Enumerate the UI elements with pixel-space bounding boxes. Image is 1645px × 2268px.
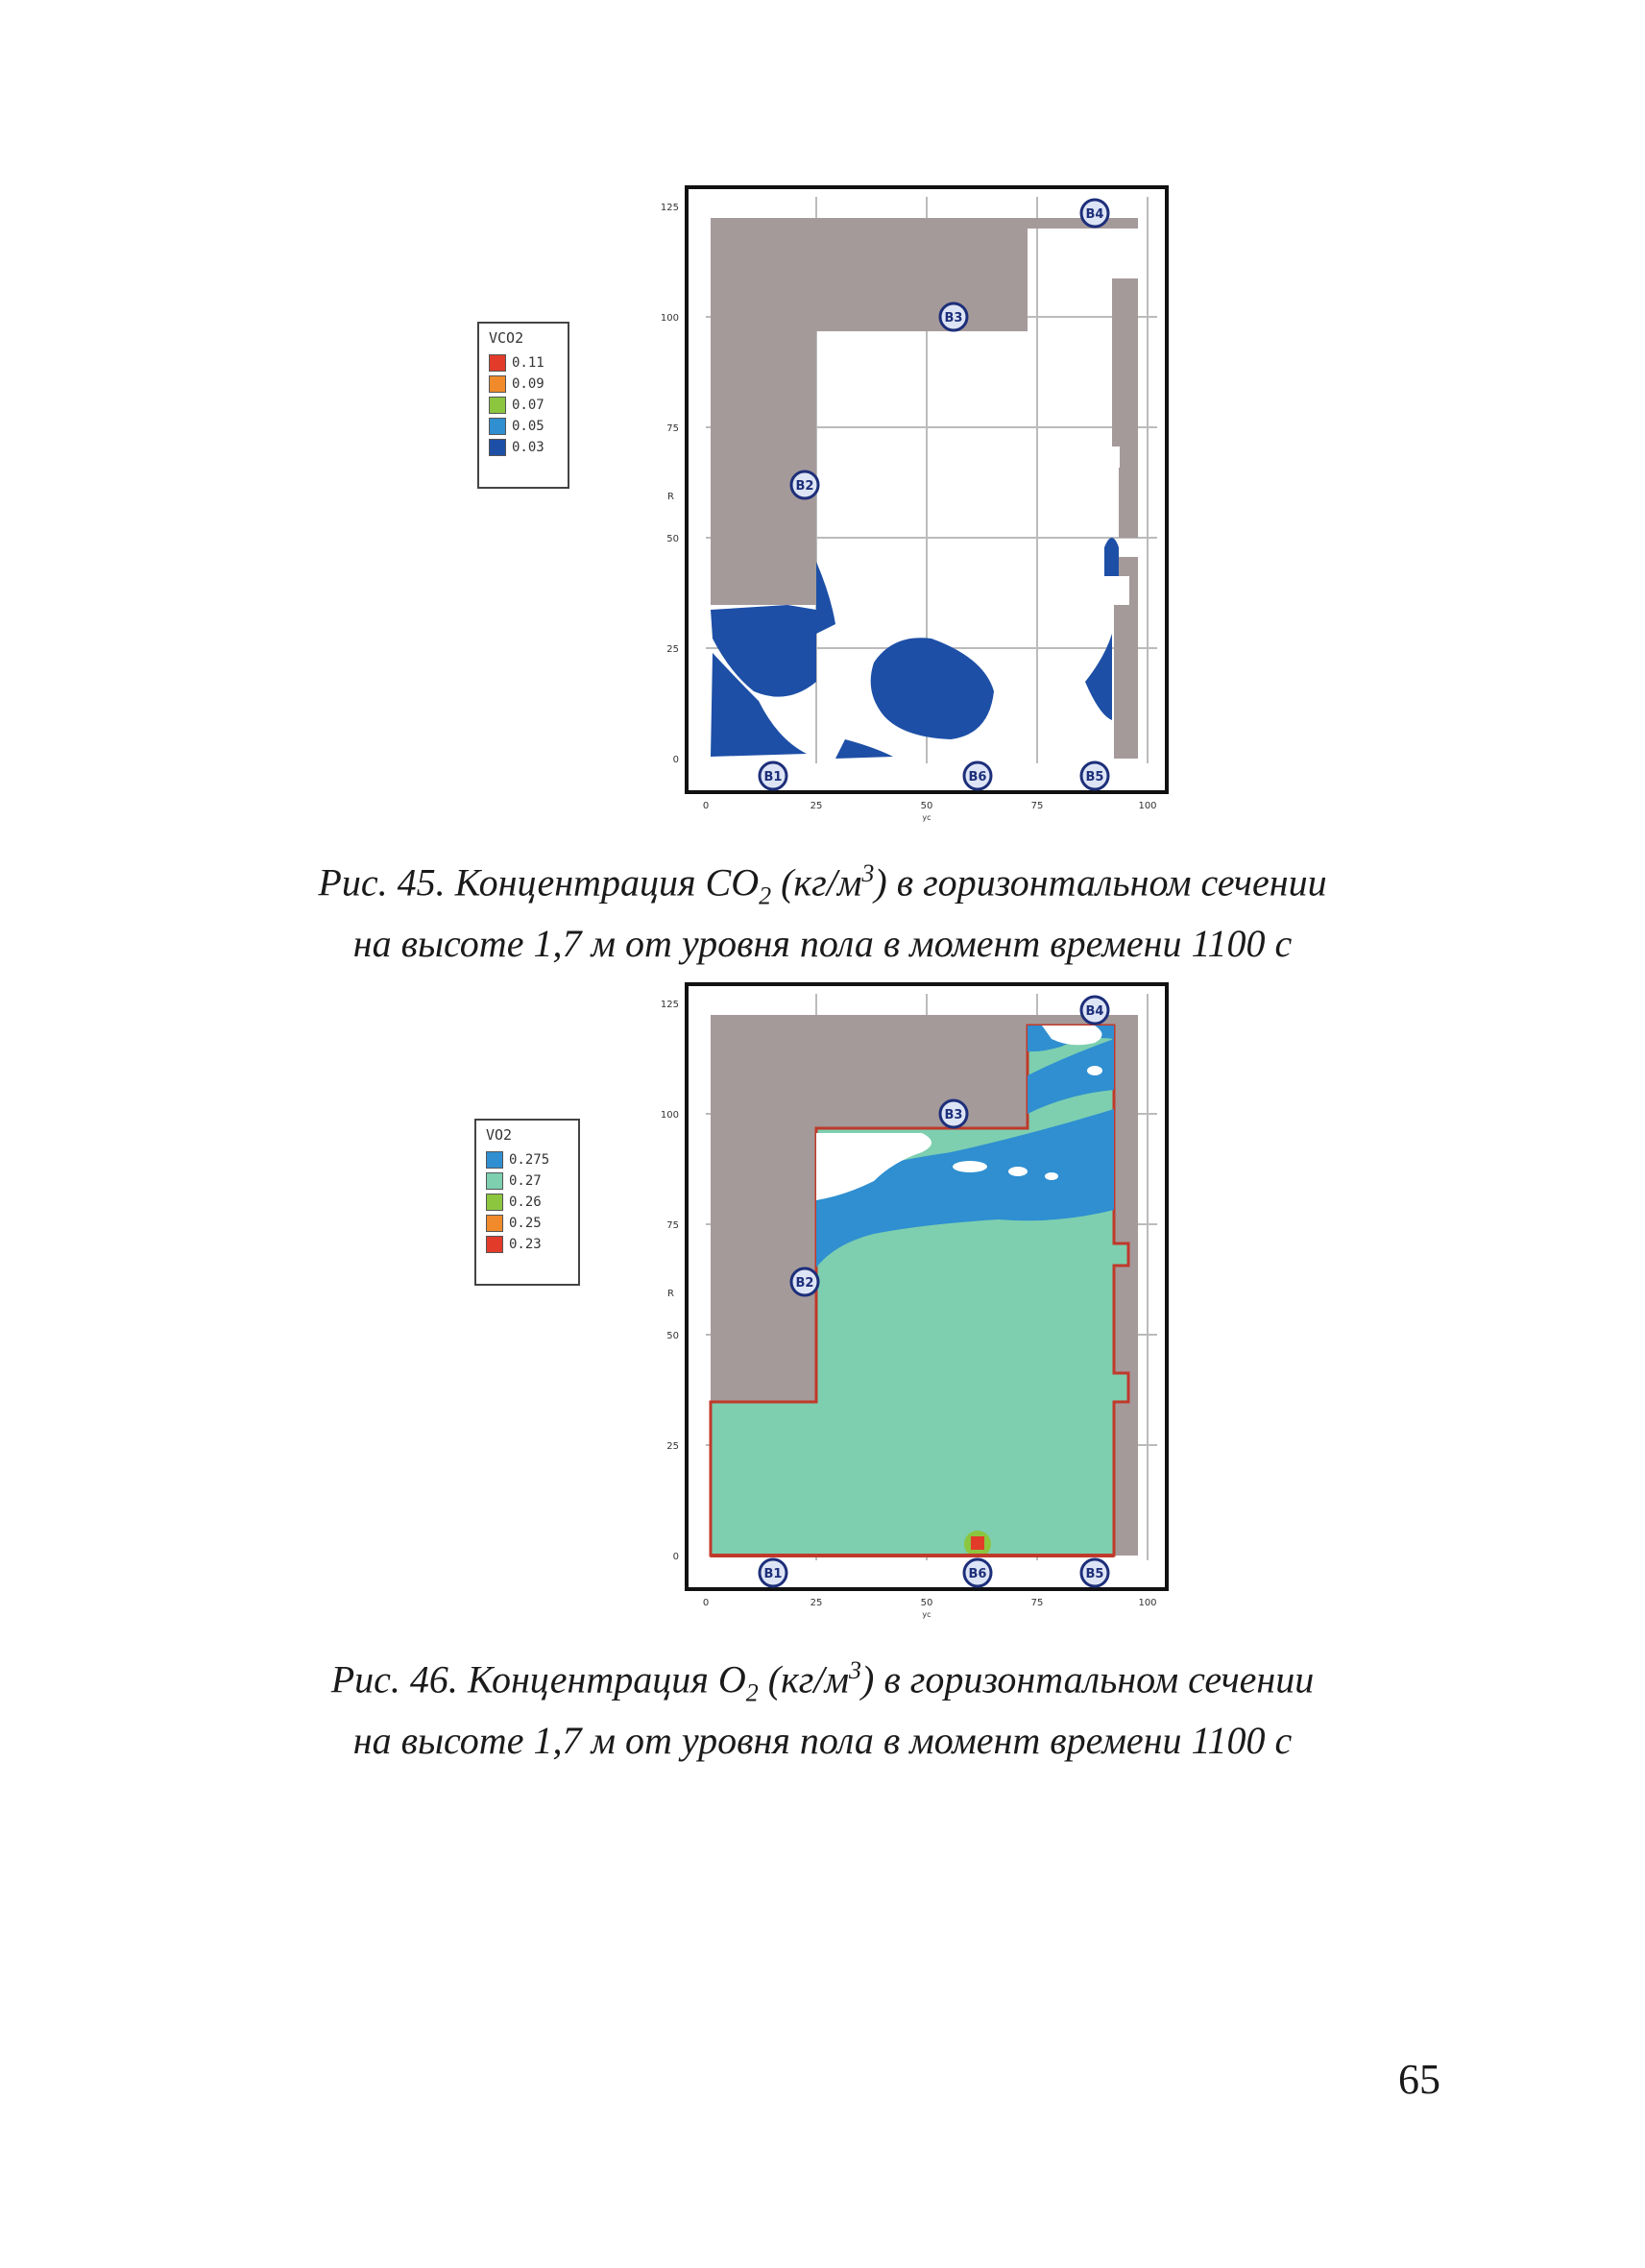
- y-tick-label: 50: [666, 534, 679, 544]
- x-tick-label: 50: [920, 801, 933, 811]
- caption-line-1: [0, 1647, 1645, 1717]
- o2-contour-plot: [634, 979, 1191, 1632]
- legend-label: 0.11: [512, 355, 544, 371]
- marker-b5: [1081, 762, 1108, 789]
- marker-label: B4: [1085, 207, 1104, 222]
- legend-swatch: [489, 375, 506, 393]
- legend-swatch: [489, 439, 506, 456]
- legend-swatch: [486, 1151, 503, 1169]
- caption-text: (кг/м: [758, 1657, 850, 1701]
- legend-o2: [474, 1119, 580, 1286]
- legend-item: [486, 1192, 542, 1213]
- marker-label: B2: [795, 1276, 814, 1291]
- legend-label: 0.03: [512, 440, 544, 455]
- legend-swatch: [489, 397, 506, 414]
- wall-region: [1119, 446, 1138, 538]
- y-tick-label: 75: [666, 423, 679, 434]
- x-tick-label: 25: [810, 801, 823, 811]
- wall-region: [1112, 278, 1138, 446]
- caption-subscript: 2: [745, 1678, 759, 1707]
- marker-b3: [940, 303, 967, 330]
- y-axis-label: R: [667, 492, 674, 502]
- y-tick-label: 125: [660, 1000, 679, 1010]
- legend-item: [486, 1234, 542, 1255]
- caption-subscript: 2: [759, 881, 772, 910]
- legend-swatch: [486, 1172, 503, 1190]
- marker-label: B1: [763, 770, 783, 784]
- marker-label: B4: [1085, 1004, 1104, 1019]
- legend-item: [489, 437, 544, 458]
- legend-item: [489, 395, 544, 416]
- x-axis-label: yc: [922, 813, 931, 822]
- x-axis-label: yc: [922, 1610, 931, 1619]
- legend-label: 0.23: [509, 1237, 542, 1252]
- caption-text: Рис. 46. Концентрация O: [330, 1657, 746, 1701]
- marker-b4: [1081, 200, 1108, 227]
- x-tick-label: 0: [702, 801, 710, 811]
- caption-line-2: на высоте 1,7 м от уровня пола в момент времени 1100 с: [352, 922, 1293, 966]
- x-tick-label: 100: [1138, 1598, 1157, 1608]
- legend-swatch: [486, 1215, 503, 1232]
- legend-co2: [477, 322, 569, 489]
- legend-label: 0.275: [509, 1152, 550, 1168]
- legend-label: 0.09: [512, 376, 544, 392]
- x-tick-label: 25: [810, 1598, 823, 1608]
- legend-swatch: [486, 1194, 503, 1211]
- y-tick-label: 0: [672, 755, 679, 765]
- caption-superscript: 3: [849, 1656, 862, 1684]
- page-number: 65: [1398, 2056, 1440, 2103]
- legend-swatch: [489, 354, 506, 372]
- legend-swatch: [486, 1236, 503, 1253]
- y-tick-label: 75: [666, 1220, 679, 1231]
- x-tick-label: 0: [702, 1598, 710, 1608]
- marker-label: B5: [1085, 1567, 1104, 1581]
- legend-label: 0.27: [509, 1173, 542, 1189]
- figure-caption: [0, 1647, 1645, 1765]
- legend-item: [489, 352, 544, 374]
- caption-text: ) в горизонтальном сечении: [874, 860, 1327, 905]
- caption-text: (кг/м: [771, 860, 862, 905]
- y-tick-label: 0: [672, 1552, 679, 1562]
- legend-item: [486, 1170, 542, 1192]
- marker-b3: [940, 1100, 967, 1127]
- y-tick-label: 100: [660, 1110, 679, 1121]
- caption-text: ) в горизонтальном сечении: [861, 1657, 1315, 1701]
- co2-contour-plot: [634, 182, 1191, 835]
- y-tick-label: 100: [660, 313, 679, 324]
- marker-b1: [760, 1559, 786, 1586]
- marker-label: B6: [968, 770, 987, 784]
- marker-label: B2: [795, 479, 814, 494]
- legend-item: [486, 1149, 549, 1170]
- x-tick-label: 100: [1138, 801, 1157, 811]
- marker-b1: [760, 762, 786, 789]
- legend-label: 0.25: [509, 1216, 542, 1231]
- x-tick-label: 75: [1030, 1598, 1044, 1608]
- caption-line-1: [0, 850, 1645, 920]
- y-axis-label: R: [667, 1289, 674, 1299]
- marker-label: B3: [944, 311, 963, 326]
- wall-region: [1114, 605, 1138, 759]
- marker-b6: [964, 762, 991, 789]
- marker-label: B1: [763, 1567, 783, 1581]
- figure-caption: [0, 850, 1645, 968]
- marker-b2: [791, 1268, 818, 1295]
- legend-label: 0.07: [512, 398, 544, 413]
- marker-b6: [964, 1559, 991, 1586]
- legend-label: 0.26: [509, 1194, 542, 1210]
- marker-label: B6: [968, 1567, 987, 1581]
- caption-line-2: на высоте 1,7 м от уровня пола в момент времени 1100 с: [352, 1719, 1293, 1763]
- x-tick-label: 50: [920, 1598, 933, 1608]
- caption-superscript: 3: [861, 859, 875, 887]
- marker-b4: [1081, 997, 1108, 1024]
- legend-swatch: [489, 418, 506, 435]
- marker-b5: [1081, 1559, 1108, 1586]
- y-tick-label: 125: [660, 203, 679, 213]
- marker-b2: [791, 471, 818, 498]
- marker-label: B3: [944, 1108, 963, 1122]
- legend-item: [486, 1213, 542, 1234]
- co2-region: [1104, 538, 1119, 576]
- legend-title: VCO2: [489, 329, 524, 347]
- legend-title: VO2: [486, 1126, 513, 1144]
- y-tick-label: 50: [666, 1331, 679, 1341]
- legend-item: [489, 416, 544, 437]
- y-tick-label: 25: [666, 644, 679, 655]
- y-tick-label: 25: [666, 1441, 679, 1452]
- legend-item: [489, 374, 544, 395]
- caption-text: Рис. 45. Концентрация CO: [318, 860, 760, 905]
- legend-label: 0.05: [512, 419, 544, 434]
- x-tick-label: 75: [1030, 801, 1044, 811]
- marker-label: B5: [1085, 770, 1104, 784]
- plot-area: [706, 994, 1157, 1560]
